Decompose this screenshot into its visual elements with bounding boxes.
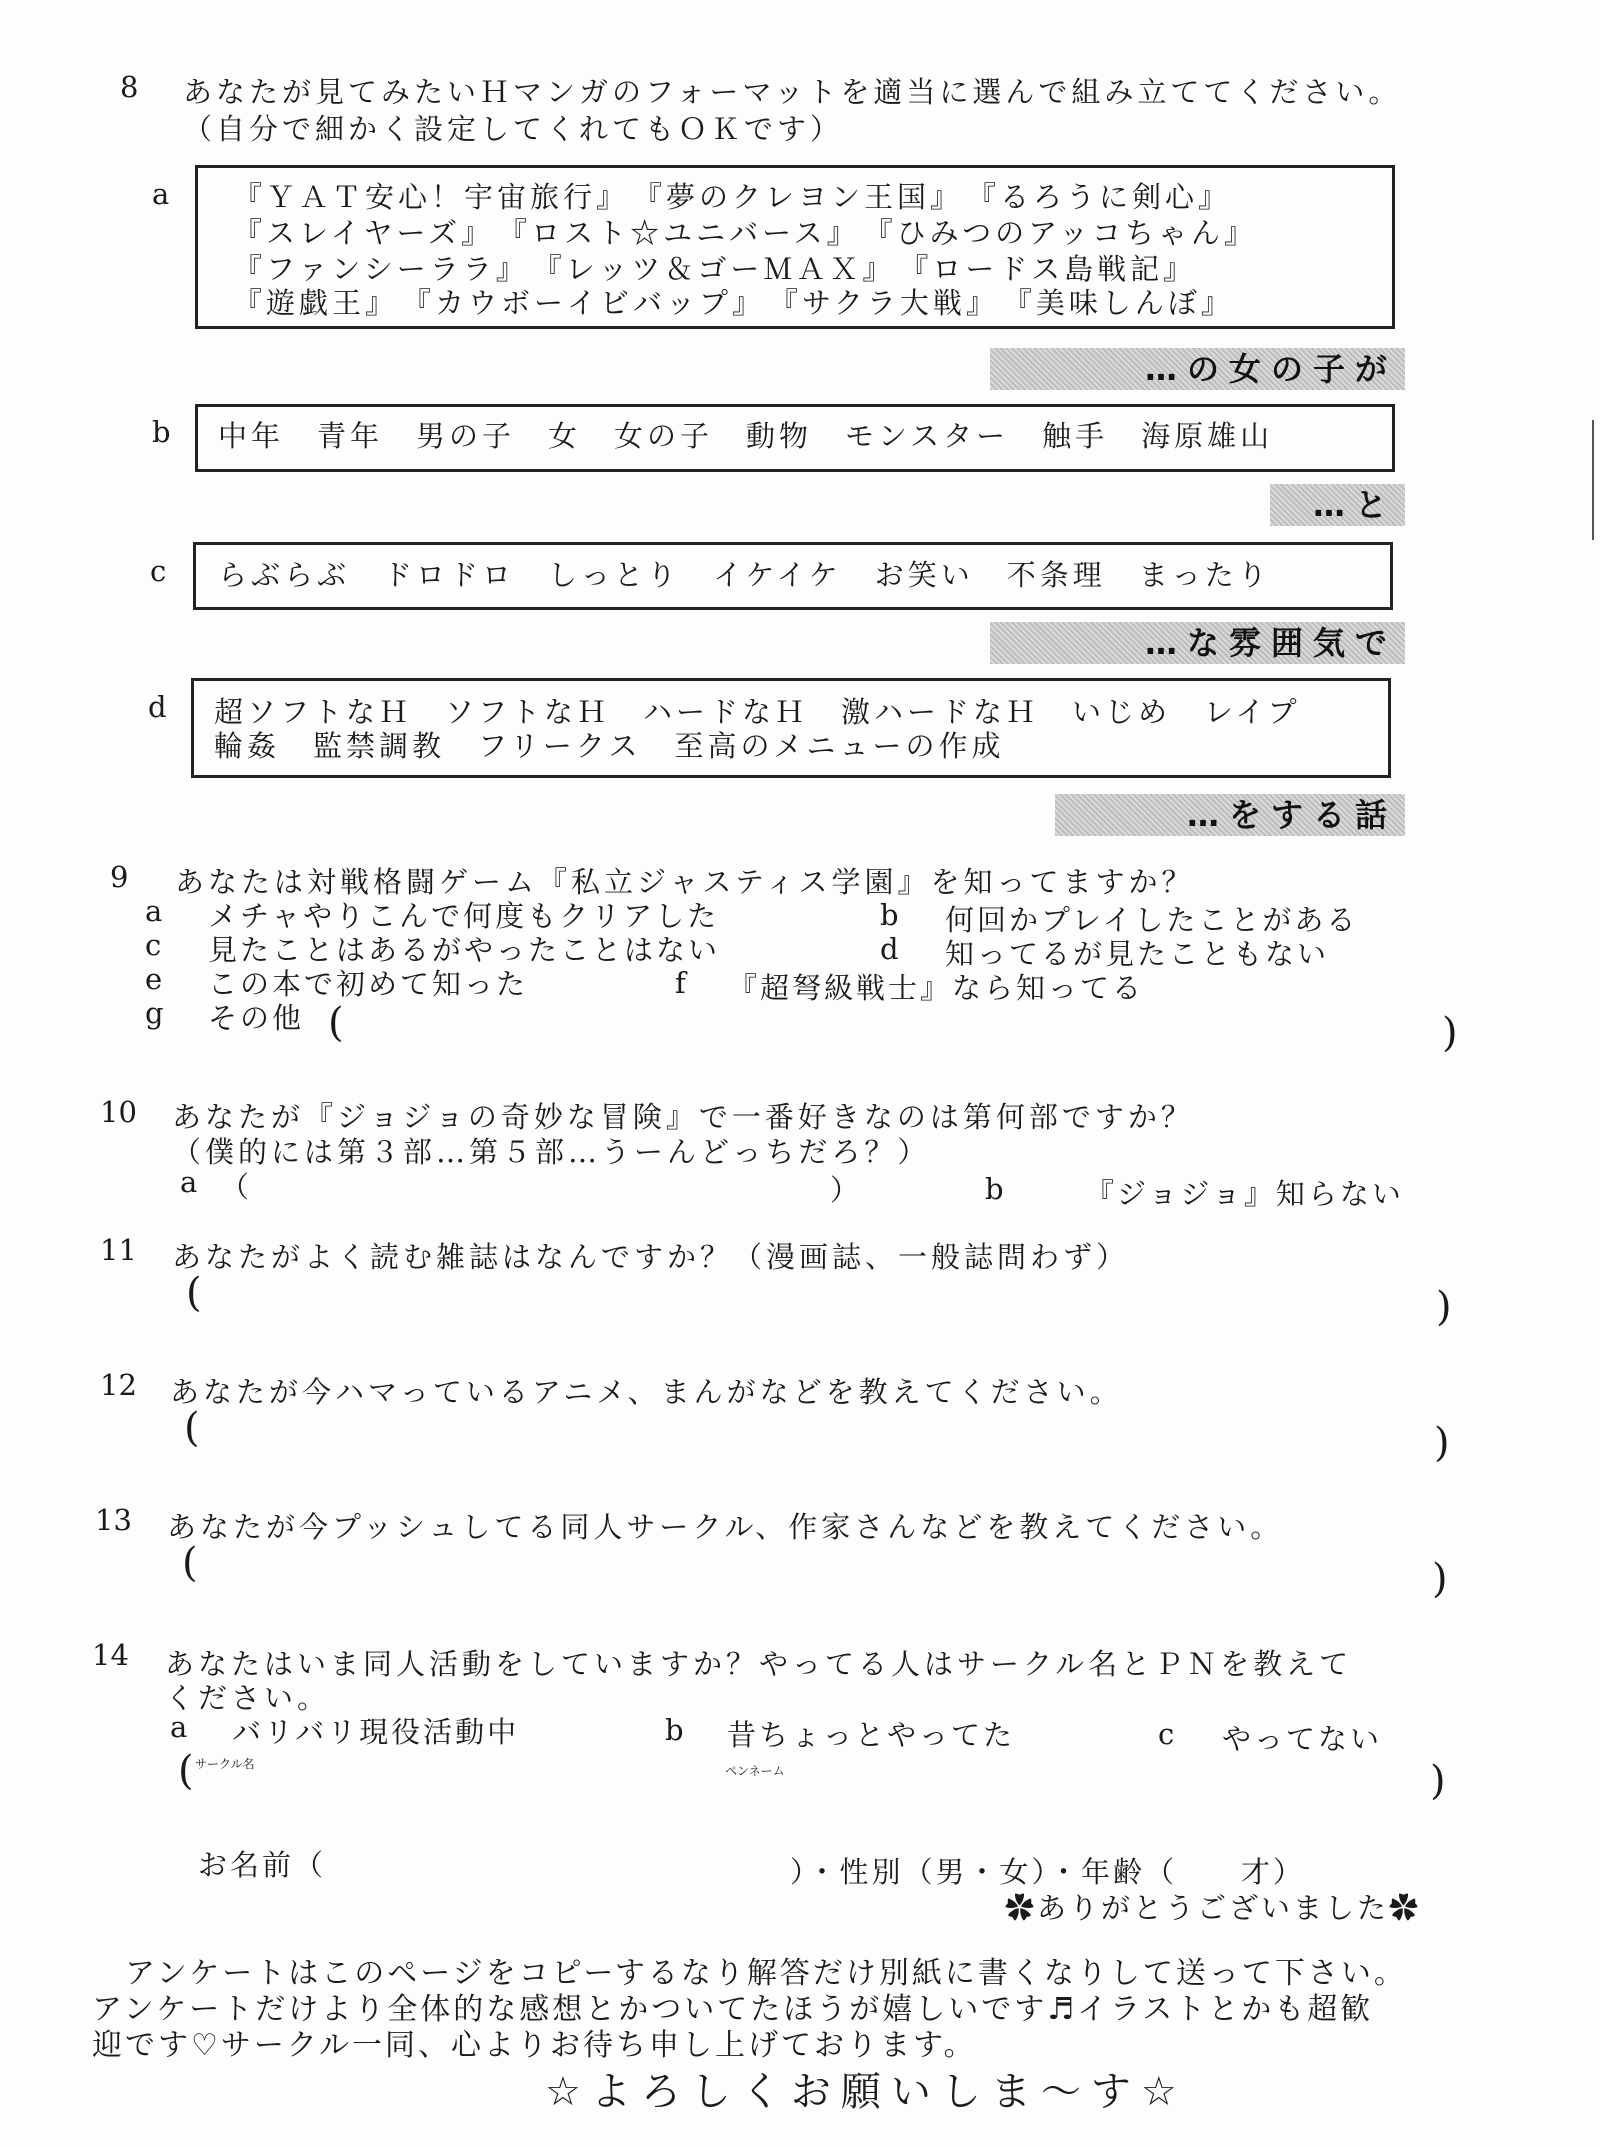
q14-option-a-label: a xyxy=(170,1710,191,1744)
thanks-text: ✿ありがとうございました✿ xyxy=(1005,1891,1422,1925)
banner-and: …と xyxy=(1270,484,1405,526)
q12-answer-close: ) xyxy=(1434,1420,1450,1466)
q9-option-a[interactable]: メチャやりこんで何度もクリアした xyxy=(208,899,720,933)
q9-number: 9 xyxy=(110,860,129,894)
q13-answer-open: ( xyxy=(182,1540,198,1586)
q8-c-label: c xyxy=(150,554,170,588)
q14-option-b-label: b xyxy=(665,1713,687,1747)
q10-option-a-label: a xyxy=(180,1165,201,1199)
q12-text: あなたが今ハマっているアニメ、まんがなどを教えてください。 xyxy=(170,1375,1123,1409)
q9-text: あなたは対戦格闘ゲーム『私立ジャスティス学園』を知ってますか？ xyxy=(175,865,1195,899)
q14-circle-name-label: サークル名 xyxy=(195,1757,255,1771)
q11-answer-close: ) xyxy=(1436,1284,1452,1330)
banner-atmosphere: …な雰囲気で xyxy=(990,622,1405,664)
q14-pen-name-label: ペンネーム xyxy=(725,1764,785,1778)
q8-a-line: 『遊戯王』 『カウボーイビバップ』 『サクラ大戦』 『美味しんぼ』 xyxy=(233,286,1234,320)
q9-option-d-label: d xyxy=(880,932,902,966)
q14-option-b[interactable]: 昔ちょっとやってた xyxy=(727,1718,1016,1752)
q9-option-c[interactable]: 見たことはあるがやったことはない xyxy=(208,933,721,967)
q14-option-c[interactable]: やってない xyxy=(1222,1722,1383,1756)
q8-b-line: 中年 青年 男の子 女 女の子 動物 モンスター 触手 海原雄山 xyxy=(218,419,1274,453)
name-field-label: お名前（ xyxy=(198,1848,327,1882)
q8-a-line: 『ＹＡＴ安心！宇宙旅行』 『夢のクレヨン王国』 『るろうに剣心』 xyxy=(233,180,1232,214)
q13-text: あなたが今プッシュしてる同人サークル、作家さんなどを教えてください。 xyxy=(167,1510,1284,1544)
q14-answer-open: ( xyxy=(178,1748,194,1794)
q10-option-b[interactable]: 『ジョジョ』知らない xyxy=(1085,1177,1404,1211)
q8-c-box[interactable] xyxy=(193,542,1393,610)
q9-option-g-label: g xyxy=(145,996,167,1030)
q8-b-box[interactable] xyxy=(195,404,1395,472)
q8-subtext: （自分で細かく設定してくれてもＯＫです） xyxy=(183,112,844,146)
q9-option-e[interactable]: この本で初めて知った xyxy=(208,967,529,1001)
q14-number: 14 xyxy=(92,1638,129,1672)
q10-answer-close[interactable]: ） xyxy=(830,1173,863,1207)
outro-line: アンケートだけより全体的な感想とかついてたほうが嬉しいです♬イラストとかも超歓 xyxy=(92,1992,1374,2027)
q12-number: 12 xyxy=(100,1368,137,1402)
q9-option-e-label: e xyxy=(145,962,166,996)
q13-answer-close: ) xyxy=(1432,1556,1448,1602)
q9-option-f[interactable]: 『超弩級戦士』なら知ってる xyxy=(728,971,1145,1005)
q10-subtext: （僕的には第３部…第５部…うーんどっちだろ？） xyxy=(172,1135,931,1169)
q14-text-cont: ください。 xyxy=(165,1681,331,1715)
q11-text: あなたがよく読む雑誌はなんですか？（漫画誌、一般誌問わず） xyxy=(172,1240,1130,1274)
q8-a-label: a xyxy=(152,177,173,211)
q14-text: あなたはいま同人活動をしていますか？やってる人はサークル名とＰＮを教えて xyxy=(165,1647,1353,1681)
q9-option-c-label: c xyxy=(145,928,165,962)
q10-number: 10 xyxy=(100,1095,137,1129)
q10-answer-open: （ xyxy=(220,1170,253,1204)
q9-option-d[interactable]: 知ってるが見たこともない xyxy=(945,937,1330,971)
q13-number: 13 xyxy=(95,1503,132,1537)
banner-story: …をする話 xyxy=(1055,794,1405,836)
q9-answer-open: ( xyxy=(328,1000,344,1046)
q8-d-label: d xyxy=(148,690,170,724)
outro-line: 迎です♡サークル一同、心よりお待ち申し上げております。 xyxy=(92,2028,977,2063)
q8-b-label: b xyxy=(152,415,174,449)
q8-d-line: 超ソフトなＨ ソフトなＨ ハードなＨ 激ハードなＨ いじめ レイプ xyxy=(214,695,1301,729)
q9-option-b-label: b xyxy=(880,898,902,932)
q8-a-line: 『ファンシーララ』 『レッツ＆ゴーＭＡＸ』 『ロードス島戦記』 xyxy=(233,252,1197,286)
outro-line: アンケートはこのページをコピーするなり解答だけ別紙に書くなりして送って下さい。 xyxy=(92,1956,1407,1991)
q8-d-box[interactable] xyxy=(191,678,1391,778)
q12-answer-open: ( xyxy=(184,1405,200,1451)
q14-answer-close: ) xyxy=(1430,1758,1446,1804)
q9-option-g[interactable]: その他 xyxy=(208,1001,305,1035)
q9-option-b[interactable]: 何回かプレイしたことがある xyxy=(945,903,1359,937)
q11-answer-open: ( xyxy=(186,1270,202,1316)
banner-girl: …の女の子が xyxy=(990,348,1405,390)
q8-text: あなたが見てみたいＨマンガのフォーマットを適当に選んで組み立ててください。 xyxy=(183,75,1402,109)
q8-d-line: 輪姦 監禁調教 フリークス 至高のメニューの作成 xyxy=(214,729,1005,763)
q8-a-box[interactable] xyxy=(195,165,1395,329)
q11-number: 11 xyxy=(100,1233,137,1267)
q9-answer-close: ) xyxy=(1442,1010,1458,1056)
q10-option-b-label: b xyxy=(985,1172,1007,1206)
q14-option-c-label: c xyxy=(1158,1717,1178,1751)
q10-text: あなたが『ジョジョの奇妙な冒険』で一番好きなのは第何部ですか？ xyxy=(172,1100,1194,1134)
q8-number: 8 xyxy=(120,70,139,104)
closing-message: ☆よろしくお願いしま～す☆ xyxy=(545,2069,1187,2115)
q9-option-f-label: f xyxy=(675,966,689,1000)
q8-c-line: らぶらぶ ドロドロ しっとり イケイケ お笑い 不条理 まったり xyxy=(218,558,1271,592)
scan-edge-line xyxy=(1592,420,1594,540)
gender-age-field[interactable]: ）・性別（男・女）・年齢（ 才） xyxy=(790,1855,1306,1889)
q14-option-a[interactable]: バリバリ現役活動中 xyxy=(232,1715,520,1749)
q9-option-a-label: a xyxy=(145,894,166,928)
q8-a-line: 『スレイヤーズ』 『ロスト☆ユニバース』 『ひみつのアッコちゃん』 xyxy=(233,216,1258,250)
